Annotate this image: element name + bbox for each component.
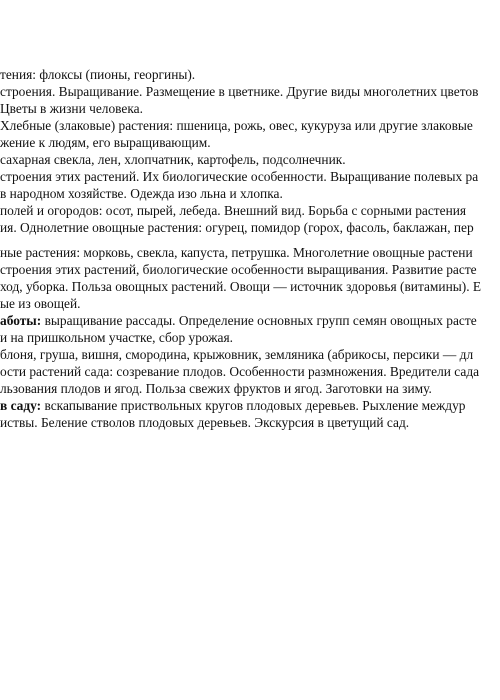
line-body: выращивание рассады. Определение основных групп семян овощных расте (41, 313, 477, 328)
bold-heading: аботы: (0, 313, 42, 328)
text-line: строения. Выращивание. Размещение в цветнике. Другие виды многолетних цветов (0, 84, 479, 99)
bold-heading: в саду: (0, 398, 42, 413)
text-line: и на пришкольном участке, сбор урожая. (0, 330, 233, 345)
text-line: в народном хозяйстве. Одежда изо льна и хлопка. (0, 186, 283, 201)
text-line: иствы. Беление стволов плодовых деревьев. Экскурсия в цветущий сад. (0, 415, 410, 430)
text-line: Цветы в жизни человека. (0, 101, 143, 116)
text-line (0, 312, 500, 329)
text-line: ые из овощей. (0, 296, 81, 311)
text-line: ход, уборка. Польза овощных растений. Овощи — источник здоровья (витамины). Е (0, 279, 482, 294)
text-line: ия. Однолетние овощные растения: огурец, помидор (горох, фасоль, баклажан, пер (0, 220, 474, 235)
document-text (0, 66, 500, 431)
text-line: Хлебные (злаковые) растения: пшеница, рожь, овес, кукуруза или другие злаковые (0, 118, 473, 133)
text-line: льзования плодов и ягод. Польза свежих фруктов и ягод. Заготовки на зиму. (0, 381, 432, 396)
text-line (0, 397, 500, 414)
text-line: ости растений сада: созревание плодов. Особенности размножения. Вредители сада (0, 364, 480, 379)
text-line: блоня, груша, вишня, смородина, крыжовник, земляника (абрикосы, персики — дл (0, 347, 474, 362)
text-line: жение к людям, его выращивающим. (0, 135, 211, 150)
text-line: строения этих растений, биологические особенности выращивания. Развитие расте (0, 262, 477, 277)
text-line: тения: флоксы (пионы, георгины). (0, 67, 196, 82)
text-line: полей и огородов: осот, пырей, лебеда. Внешний вид. Борьба с сорными растения (0, 203, 467, 218)
text-line: сахарная свекла, лен, хлопчатник, картофель, подсолнечник. (0, 152, 346, 167)
paragraph-gap (0, 236, 500, 244)
text-line: ные растения: морковь, свекла, капуста, петрушка. Многолетние овощные растени (0, 245, 473, 260)
text-line: строения этих растений. Их биологические особенности. Выращивание полевых ра (0, 169, 479, 184)
line-body: вскапывание приствольных кругов плодовых деревьев. Рыхление междур (41, 398, 466, 413)
